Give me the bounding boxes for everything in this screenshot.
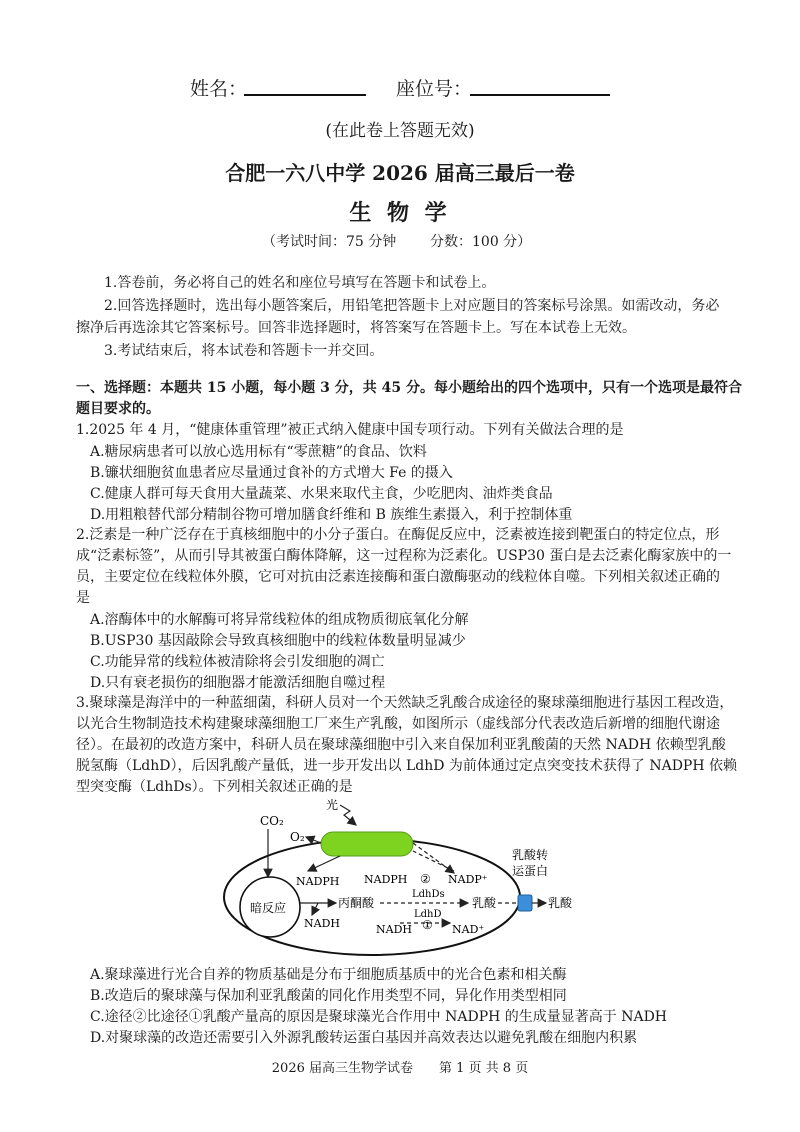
transporter-label-1: 乳酸转 [512, 848, 549, 862]
q3-stem-3: 径）。在最初的改造方案中，科研人员在聚球藻细胞中引入来自保加利亚乳酸菌的天然 NADH 依赖型乳酸 [76, 737, 726, 753]
q3-option-b: B.改造后的聚球藻与保加利亚乳酸菌的同化作用类型不同，异化作用类型相同 [90, 988, 567, 1004]
q2-option-c: C.功能异常的线粒体被清除将会引发细胞的凋亡 [90, 654, 385, 670]
nadph-mid-label: NADPH [364, 873, 408, 886]
q3-stem-5: 型突变酶（LdhDs）。下列相关叙述正确的是 [76, 779, 353, 795]
o2-label: O₂ [290, 830, 305, 844]
q3-option-d: D.对聚球藻的改造还需要引入外源乳酸转运蛋白基因并高效表达以避免乳酸在细胞内积累 [90, 1030, 638, 1046]
q3-stem-4: 脱氢酶（LdhD），后因乳酸产量低，进一步开发出以 LdhD 为前体通过定点突变技术获得了 NADPH 依赖 [76, 758, 738, 774]
transporter-protein [518, 895, 532, 911]
q2-option-b: B.USP30 基因敲除会导致真核细胞中的线粒体数量明显减少 [90, 633, 466, 649]
q1-option-d: D.用粗粮替代部分精制谷物可增加膳食纤维和 B 族维生素摄入，利于控制体重 [90, 507, 573, 523]
instruction-2: 2.回答选择题时，选出每小题答案后，用铅笔把答题卡上对应题目的答案标号涂黑。如需改动，务必 [104, 298, 720, 314]
q1-option-a: A.糖尿病患者可以放心选用标有“零蔗糖”的食品、饮料 [90, 444, 427, 460]
co2-label: CO₂ [260, 814, 284, 828]
light-arrow [340, 805, 356, 825]
instruction-3: 3.考试结束后，将本试卷和答题卡一并交回。 [104, 343, 384, 359]
exam-score: 分数：100 分） [430, 234, 532, 250]
lactate-in-label: 乳酸 [472, 896, 497, 910]
o2-arrow [306, 837, 321, 843]
ldhd-label: LdhD [414, 909, 442, 920]
q1-stem: 1.2025 年 4 月，“健康体重管理”被正式纳入健康中国专项行动。下列有关做法合理的是 [76, 422, 624, 438]
nadh-mid-label: NADH [376, 923, 412, 936]
q2-stem-4: 是 [76, 590, 90, 606]
circle1-label: ① [422, 918, 433, 932]
dark-reaction-label: 暗反应 [250, 901, 287, 915]
q3-option-c: C.途径②比途径①乳酸产量高的原因是聚球藻光合作用中 NADPH 的生成量显著高于 NADH [90, 1009, 668, 1025]
q3-option-a: A.聚球藻进行光合自养的物质基础是分布于细胞质基质中的光合色素和相关酶 [90, 967, 567, 983]
q1-option-b: B.镰状细胞贫血患者应尽量通过食补的方式增大 Fe 的摄入 [90, 465, 453, 481]
circle2-label: ② [420, 872, 431, 886]
nadh-left-arrow [312, 903, 318, 915]
name-label: 姓名： [190, 78, 248, 100]
section-heading-cont: 题目要求的。 [76, 401, 160, 417]
seat-blank [470, 72, 610, 96]
seat-label: 座位号： [396, 78, 473, 100]
nadph-left-arrow [308, 856, 340, 871]
q3-stem-2: 以光合生物制造技术构建聚球藻细胞工厂来生产乳酸，如图所示（虚线部分代表改造后新增的细胞代谢途 [76, 716, 720, 732]
exam-time: （考试时间：75 分钟 [262, 234, 397, 250]
q2-stem-2: 成“泛素标签”，从而引导其被蛋白酶体降解，这一过程称为泛素化。USP30 蛋白是去泛素化酶家族中的一 [76, 548, 732, 564]
q2-option-a: A.溶酶体中的水解酶可将异常线粒体的组成物质彻底氧化分解 [90, 612, 469, 628]
nadh-left-label: NADH [304, 917, 340, 930]
nadph-left-label: NADPH [296, 875, 340, 888]
q2-stem-1: 2.泛素是一种广泛存在于真核细胞中的小分子蛋白。在酶促反应中，泛素被连接到靶蛋白的特定位点，形 [76, 527, 720, 543]
notice-text: (在此卷上答题无效) [325, 121, 475, 141]
ldhds-label: LdhDs [412, 889, 445, 900]
subject-title: 生 物 学 [349, 200, 451, 226]
q1-option-c: C.健康人群可每天食用大量蔬菜、水果来取代主食，少吃肥肉、油炸类食品 [90, 486, 553, 502]
page-footer: 2026 届高三生物学试卷 第 1 页 共 8 页 [271, 1061, 529, 1076]
exam-title: 合肥一六八中学 2026 届高三最后一卷 [225, 161, 575, 185]
lactate-out-label: 乳酸 [548, 896, 573, 910]
pyruvate-label: 丙酮酸 [338, 896, 375, 910]
q2-stem-3: 员，主要定位在线粒体外膜，它可对抗由泛素连接酶和蛋白激酶驱动的线粒体自噬。下列相关叙述正确的 [76, 569, 720, 585]
q3-stem-1: 3.聚球藻是海洋中的一种蓝细菌，科研人员对一个天然缺乏乳酸合成途径的聚球藻细胞进行基因工程改造， [76, 695, 734, 711]
instruction-2-cont: 擦净后再选涂其它答案标号。回答非选择题时，将答案写在答题卡上。写在本试卷上无效。 [76, 320, 636, 336]
transporter-label-2: 运蛋白 [512, 864, 549, 878]
name-blank [244, 72, 366, 96]
light-label: 光 [326, 798, 339, 812]
section-heading: 一、选择题：本题共 15 小题，每小题 3 分，共 45 分。每小题给出的四个选项中，只有一个选项是最符合 [76, 380, 742, 396]
q2-option-d: D.只有衰老损伤的细胞器才能激活细胞自噬过程 [90, 675, 386, 691]
nadp-plus-label: NADP⁺ [448, 873, 488, 886]
thylakoid-shape [321, 832, 413, 856]
instruction-1: 1.答卷前，务必将自己的姓名和座位号填写在答题卡和试卷上。 [104, 275, 496, 291]
q3-diagram [200, 795, 620, 965]
nad-plus-label: NAD⁺ [452, 923, 485, 936]
